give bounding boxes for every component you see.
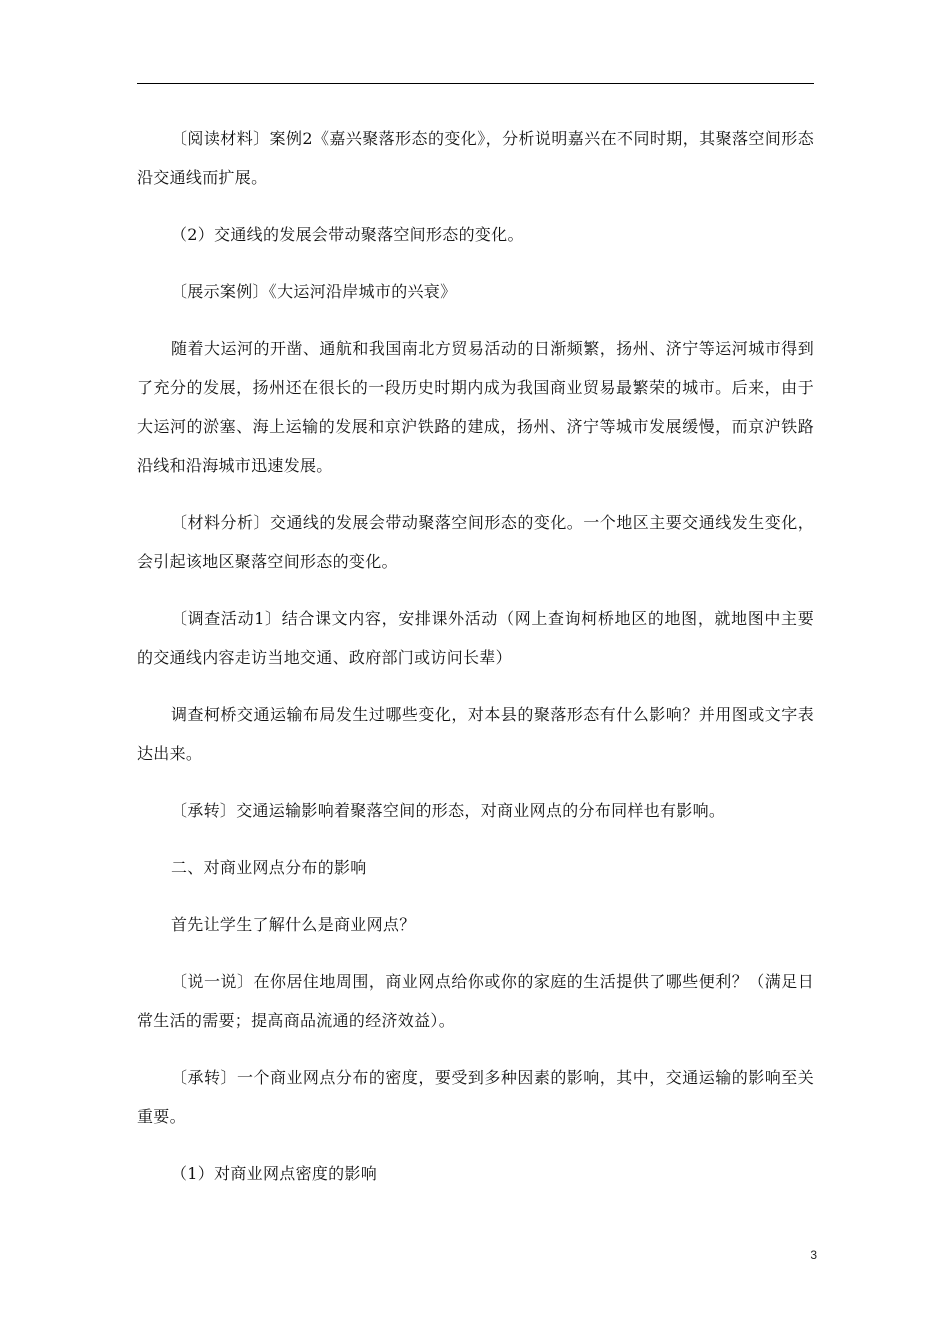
- paragraph-reading-material: 〔阅读材料〕案例2《嘉兴聚落形态的变化》，分析说明嘉兴在不同时期，其聚落空间形态沿交通线而扩展。: [137, 129, 814, 187]
- paragraph-point-1-density: （1）对商业网点密度的影响: [171, 1164, 378, 1183]
- header-rule: [137, 83, 814, 84]
- paragraph-investigation-activity: 〔调查活动1〕结合课文内容，安排课外活动（网上查询柯桥地区的地图，就地图中主要的交通线内容走访当地交通、政府部门或访问长辈）: [137, 609, 814, 667]
- paragraph-case-body: 随着大运河的开凿、通航和我国南北方贸易活动的日渐频繁，扬州、济宁等运河城市得到了充分的发展，扬州还在很长的一段历史时期内成为我国商业贸易最繁荣的城市。后来，由于大运河的淤塞、海上运输的发展和京沪铁路的建成，扬州、济宁等城市发展缓慢，而京沪铁路沿线和沿海城市迅速发展。: [137, 339, 814, 475]
- document-body: [137, 119, 814, 1211]
- paragraph-point-2: （2）交通线的发展会带动聚落空间形态的变化。: [171, 225, 524, 244]
- paragraph-investigation-task: 调查柯桥交通运输布局发生过哪些变化，对本县的聚落形态有什么影响？并用图或文字表达出来。: [137, 705, 814, 763]
- paragraph-material-analysis: 〔材料分析〕交通线的发展会带动聚落空间形态的变化。一个地区主要交通线发生变化，会引起该地区聚落空间形态的变化。: [137, 513, 814, 571]
- paragraph-discussion: 〔说一说〕在你居住地周围，商业网点给你或你的家庭的生活提供了哪些便利？（满足日常生活的需要；提高商品流通的经济效益）。: [137, 972, 814, 1030]
- section-heading-commercial: 二、对商业网点分布的影响: [171, 858, 367, 877]
- paragraph-transition-2: 〔承转〕一个商业网点分布的密度，要受到多种因素的影响，其中，交通运输的影响至关重要。: [137, 1068, 814, 1126]
- paragraph-transition-1: 〔承转〕交通运输影响着聚落空间的形态，对商业网点的分布同样也有影响。: [171, 801, 726, 820]
- page-number: 3: [810, 1248, 817, 1262]
- paragraph-case-title: 〔展示案例〕《大运河沿岸城市的兴衰》: [171, 282, 457, 301]
- paragraph-intro-question: 首先让学生了解什么是商业网点？: [171, 915, 416, 934]
